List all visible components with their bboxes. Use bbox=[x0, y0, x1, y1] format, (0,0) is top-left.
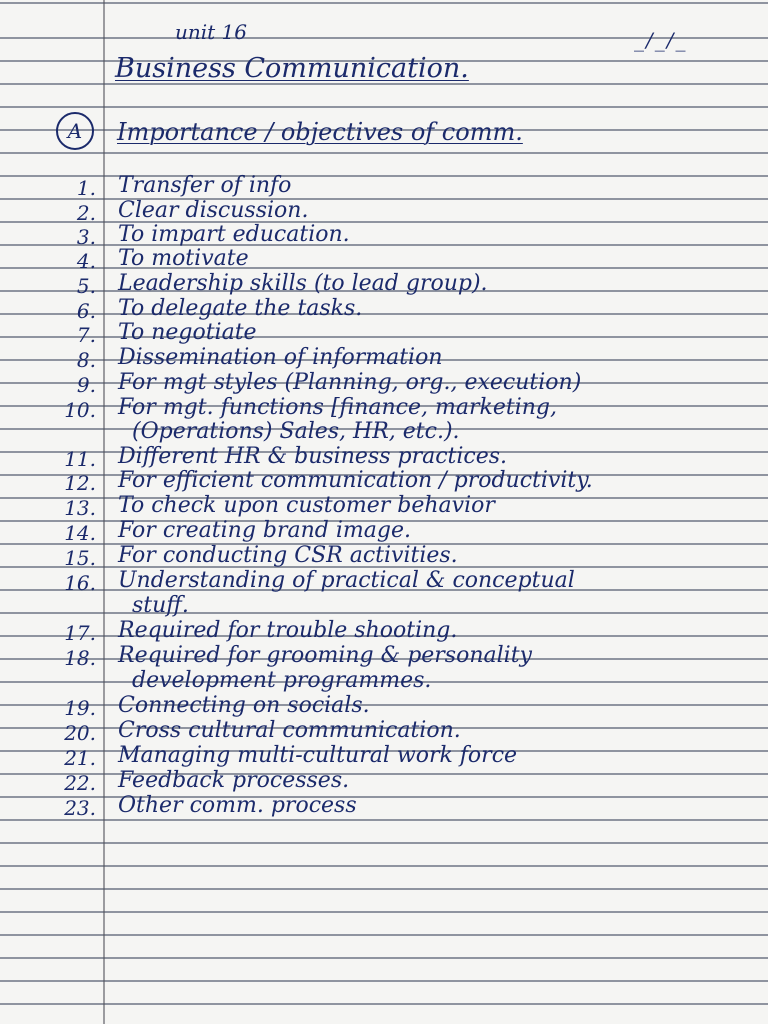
list-item-text: Feedback processes. bbox=[118, 768, 350, 793]
list-item-text: For creating brand image. bbox=[118, 518, 411, 543]
list-item-number: 11. bbox=[64, 447, 96, 471]
list-item-text: Different HR & business practices. bbox=[118, 444, 508, 469]
list-item-text: Understanding of practical & conceptual bbox=[118, 568, 575, 593]
list-item-text: Transfer of info bbox=[118, 173, 292, 198]
list-item-number: 3. bbox=[76, 225, 96, 249]
list-item-number: 16. bbox=[64, 571, 96, 595]
list-item-number: 23. bbox=[64, 796, 96, 820]
section-heading: Importance / objectives of comm. bbox=[117, 118, 523, 146]
list-item-text: Clear discussion. bbox=[118, 198, 309, 223]
list-item-number: 17. bbox=[64, 621, 96, 645]
list-item-text: Managing multi-cultural work force bbox=[118, 743, 518, 768]
list-item-number: 22. bbox=[64, 771, 96, 795]
list-item-text: stuff. bbox=[132, 593, 189, 618]
list-item-text: Leadership skills (to lead group). bbox=[118, 271, 488, 296]
page-title: Business Communication. bbox=[115, 53, 469, 84]
list-item-number: 8. bbox=[76, 348, 96, 372]
list-item-text: Dissemination of information bbox=[118, 345, 443, 370]
list-item-number: 9. bbox=[76, 373, 96, 397]
list-item-text: (Operations) Sales, HR, etc.). bbox=[132, 419, 460, 444]
list-item-text: To check upon customer behavior bbox=[118, 493, 495, 518]
list-item-number: 18. bbox=[64, 646, 96, 670]
list-item-text: development programmes. bbox=[132, 668, 432, 693]
list-item-text: To negotiate bbox=[118, 320, 257, 345]
list-item-text: For conducting CSR activities. bbox=[118, 543, 458, 568]
list-item-number: 13. bbox=[64, 496, 96, 520]
list-item-text: To delegate the tasks. bbox=[118, 296, 363, 321]
list-item-number: 1. bbox=[76, 176, 96, 200]
list-item-text: To impart education. bbox=[118, 222, 350, 247]
list-item-number: 2. bbox=[76, 201, 96, 225]
list-item-number: 7. bbox=[76, 323, 96, 347]
list-item-number: 20. bbox=[64, 721, 96, 745]
list-item-number: 12. bbox=[64, 471, 96, 495]
list-item-text: For efficient communication / productivity. bbox=[118, 468, 593, 493]
section-badge: A bbox=[56, 112, 94, 150]
list-item-number: 5. bbox=[76, 274, 96, 298]
list-item-text: Required for grooming & personality bbox=[118, 643, 532, 668]
list-item-number: 21. bbox=[64, 746, 96, 770]
list-item-text: Other comm. process bbox=[118, 793, 357, 818]
list-item-text: For mgt. functions [finance, marketing, bbox=[118, 395, 557, 420]
list-item-text: Required for trouble shooting. bbox=[118, 618, 458, 643]
list-item-number: 4. bbox=[76, 249, 96, 273]
margin-line bbox=[103, 0, 105, 1024]
list-item-text: Cross cultural communication. bbox=[118, 718, 461, 743]
list-item-number: 19. bbox=[64, 696, 96, 720]
list-item-number: 6. bbox=[76, 299, 96, 323]
list-item-text: Connecting on socials. bbox=[118, 693, 370, 718]
list-item-text: To motivate bbox=[118, 246, 249, 271]
date-field: _/_/_ bbox=[634, 28, 688, 52]
list-item-number: 15. bbox=[64, 546, 96, 570]
list-item-number: 10. bbox=[64, 398, 96, 422]
list-item-number: 14. bbox=[64, 521, 96, 545]
unit-label: unit 16 bbox=[175, 20, 248, 44]
list-item-text: For mgt styles (Planning, org., execution) bbox=[118, 370, 582, 395]
